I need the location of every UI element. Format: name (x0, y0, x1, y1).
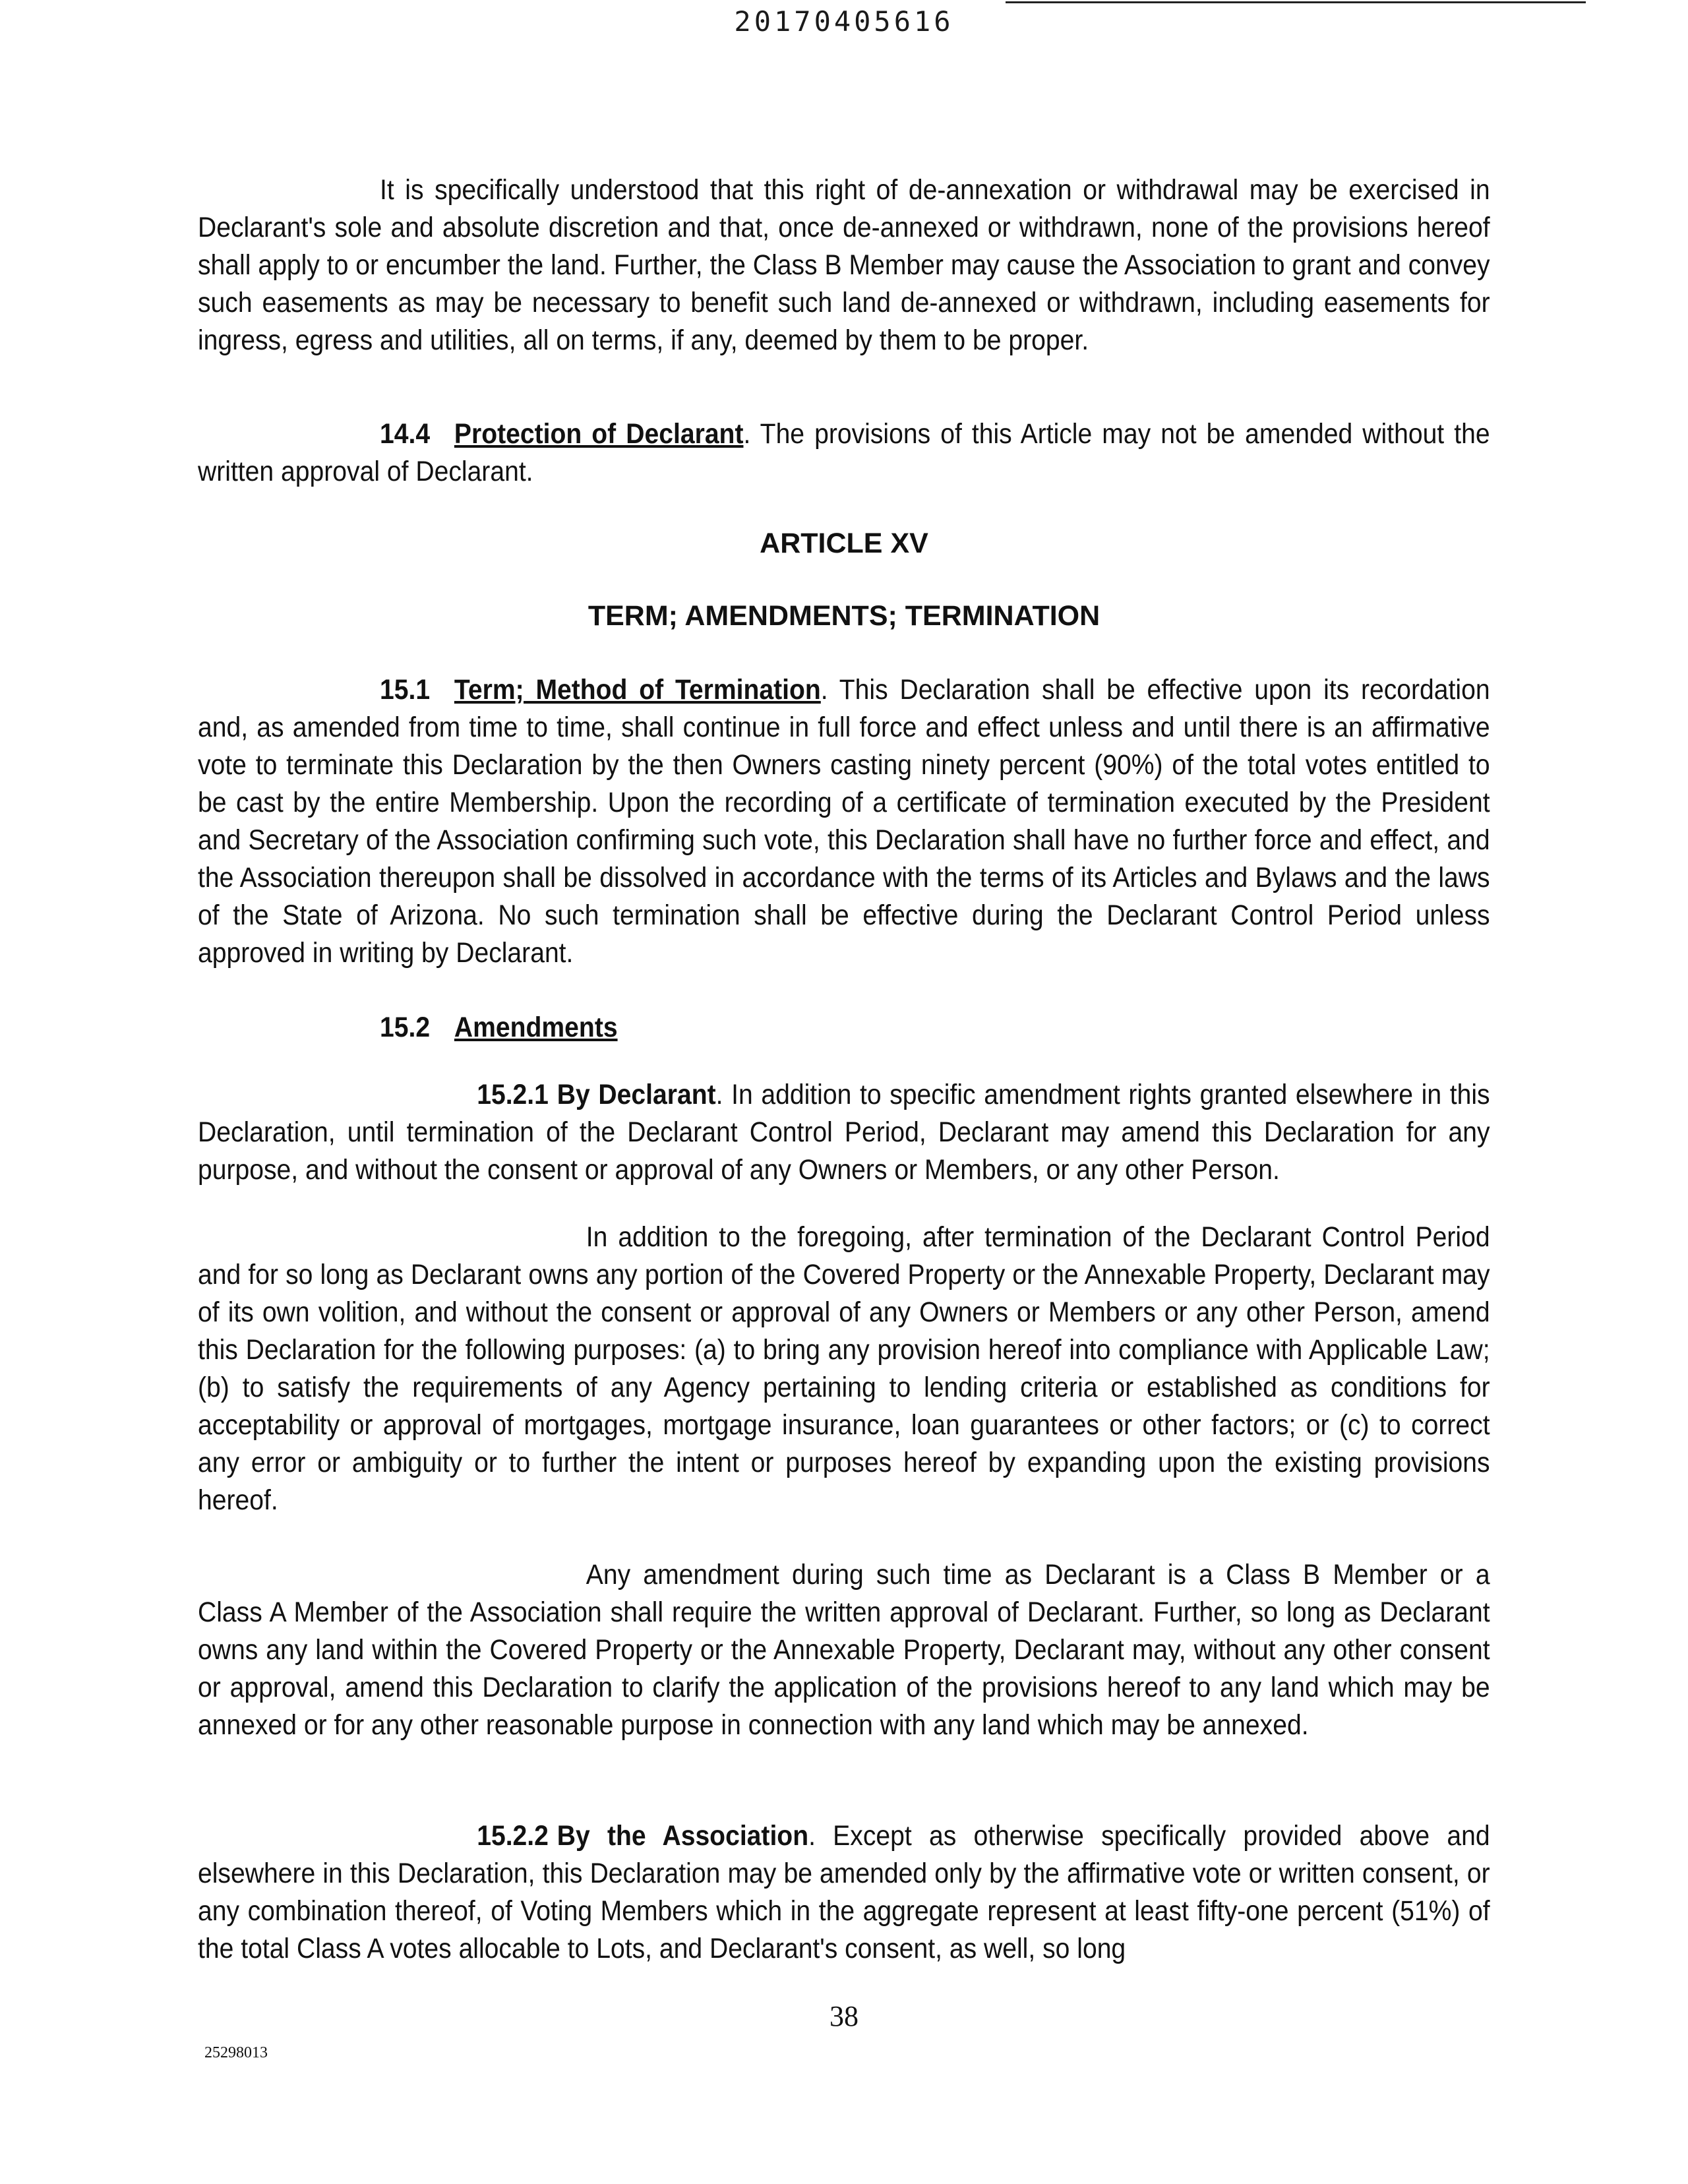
recording-number: 20170405616 (734, 5, 954, 38)
section-15-2-1 (198, 1076, 1490, 1189)
paragraph-foregoing: In addition to the foregoing, after termination of the Declarant Control Period and for so long as Declarant owns any portion of the Covered Property or the Annexable Property, Declarant may of its own volition, and without the consent or approval of any Owners or Members or any other Person, amend this Declaration for the following purposes: (a) to bring any provision hereof into compliance with Applicable Law; (b) to satisfy the requirements of any Agency pertaining to lending criteria or established as conditions for acceptability or approval of mortgages, mortgage insurance, loan guarantees or other factors; or (c) to correct any error or ambiguity or to further the intent or purposes hereof by expanding upon the existing provisions hereof. (198, 1222, 1490, 1516)
section-15-2-2 (198, 1817, 1490, 1968)
page-number: 38 (829, 2000, 859, 2032)
section-15-2 (198, 1009, 1490, 1046)
section-number: 15.2.1 (477, 1079, 549, 1110)
section-14-4 (198, 415, 1490, 491)
header-rule (1006, 1, 1586, 3)
section-number: 15.1 (380, 675, 431, 706)
section-heading: Protection of Declarant (454, 419, 744, 450)
section-body: . This Declaration shall be effective upon its recordation and, as amended from time to time, shall continue in full force and effect unless and until there is an affirmative vote to terminate this Declaration by the then Owners casting ninety percent (90%) of the total votes entitled to be cast by the entire Membership. Upon the recording of a certificate of termination executed by the President and Secretary of the Association confirming such vote, this Declaration shall have no further force and effect, and the Association thereupon shall be dissolved in accordance with the terms of its Articles and Bylaws and the laws of the State of Arizona. No such termination shall be effective during the Declarant Control Period unless approved in writing by Declarant. (198, 675, 1490, 969)
article-title: ARTICLE XV (760, 528, 928, 559)
section-heading: By Declarant (557, 1079, 716, 1110)
section-heading: By the Association (557, 1821, 809, 1852)
section-number: 15.2 (380, 1012, 431, 1043)
section-heading: Amendments (454, 1012, 618, 1043)
section-heading: Term; Method of Termination (454, 675, 821, 706)
paragraph-any-amendment: Any amendment during such time as Declarant is a Class B Member or a Class A Member of the Association shall require the written approval of Declarant. Further, so long as Declarant owns any land within the Covered Property or the Annexable Property, Declarant may, without any other consent or approval, amend this Declaration to clarify the application of the provisions hereof to any land which may be annexed or for any other reasonable purpose in connection with any land which may be annexed. (198, 1560, 1490, 1741)
section-number: 14.4 (380, 419, 431, 450)
section-body: . In addition to specific amendment rights granted elsewhere in this Declaration, until termination of the Declarant Control Period, Declarant may amend this Declaration for any purpose, and without the consent or approval of any Owners or Members, or any other Person. (198, 1079, 1490, 1186)
article-subtitle: TERM; AMENDMENTS; TERMINATION (588, 600, 1100, 632)
document-id: 25298013 (204, 2044, 268, 2061)
section-number: 15.2.2 (477, 1821, 549, 1852)
paragraph-deannexation: It is specifically understood that this right of de-annexation or withdrawal may be exercised in Declarant's sole and absolute discretion and that, once de-annexed or withdrawn, none of the provisions hereof shall apply to or encumber the land. Further, the Class B Member may cause the Association to grant and convey such easements as may be necessary to benefit such land de-annexed or withdrawn, including easements for ingress, egress and utilities, all on terms, if any, deemed by them to be proper. (198, 175, 1490, 356)
section-body: . The provisions of this Article may not be amended without the written approval of Declarant. (198, 419, 1490, 487)
section-15-1 (198, 671, 1490, 972)
section-body: . Except as otherwise specifically provided above and elsewhere in this Declaration, this Declaration may be amended only by the affirmative vote or written consent, or any combination thereof, of Voting Members which in the aggregate represent at least fifty-one percent (51%) of the total Class A votes allocable to Lots, and Declarant's consent, as well, so long (198, 1821, 1490, 1964)
